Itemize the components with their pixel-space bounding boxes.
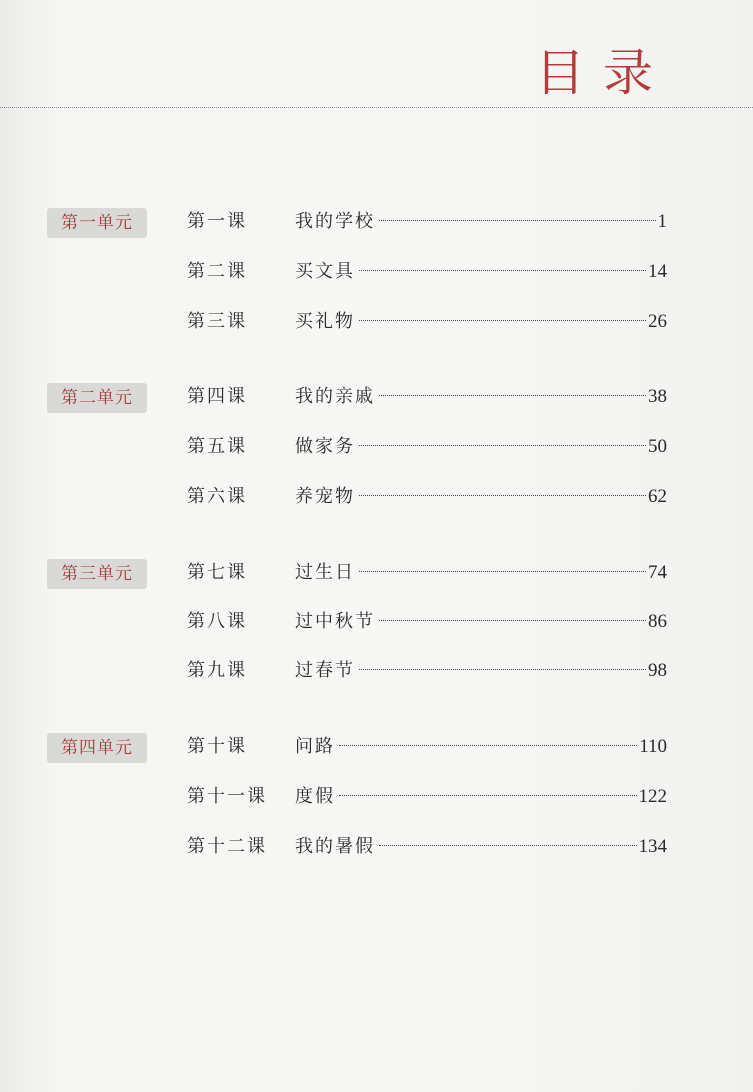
lesson-number: 第五课 bbox=[187, 436, 247, 457]
dot-leader bbox=[359, 495, 646, 496]
lesson-number: 第十课 bbox=[187, 736, 247, 757]
lesson-title: 做家务 bbox=[295, 436, 355, 457]
unit-4-badge: 第四单元 bbox=[47, 733, 147, 763]
lesson-title: 买礼物 bbox=[295, 311, 355, 332]
dot-leader bbox=[379, 395, 646, 396]
lesson-number: 第九课 bbox=[187, 660, 247, 681]
lesson-title: 我的暑假 bbox=[295, 836, 375, 857]
dot-leader bbox=[359, 270, 646, 271]
toc-entry-lesson-5[interactable] bbox=[187, 432, 667, 462]
lesson-title: 过中秋节 bbox=[295, 611, 375, 632]
lesson-number: 第七课 bbox=[187, 562, 247, 583]
lesson-number: 第十二课 bbox=[187, 836, 267, 857]
lesson-number: 第三课 bbox=[187, 311, 247, 332]
page-number: 50 bbox=[648, 436, 667, 457]
toc-entry-lesson-7[interactable] bbox=[187, 558, 667, 588]
lesson-title: 我的亲戚 bbox=[295, 386, 375, 407]
dot-leader bbox=[359, 571, 646, 572]
dot-leader bbox=[379, 220, 656, 221]
lesson-number: 第一课 bbox=[187, 211, 247, 232]
page-number: 62 bbox=[648, 486, 667, 507]
page-number: 38 bbox=[648, 386, 667, 407]
page-number: 74 bbox=[648, 562, 667, 583]
page-title: 目录 bbox=[535, 44, 671, 102]
dot-leader bbox=[359, 320, 646, 321]
unit-3-badge: 第三单元 bbox=[47, 559, 147, 589]
dot-leader bbox=[339, 745, 637, 746]
toc-entry-lesson-11[interactable] bbox=[187, 782, 667, 812]
toc-entry-lesson-2[interactable] bbox=[187, 257, 667, 287]
lesson-number: 第八课 bbox=[187, 611, 247, 632]
lesson-title: 过生日 bbox=[295, 562, 355, 583]
toc-entry-lesson-12[interactable] bbox=[187, 832, 667, 862]
page-number: 110 bbox=[639, 736, 667, 757]
lesson-title: 问路 bbox=[295, 736, 335, 757]
dot-leader bbox=[359, 669, 646, 670]
toc-entry-lesson-3[interactable] bbox=[187, 307, 667, 337]
page-number: 26 bbox=[648, 311, 667, 332]
lesson-number: 第十一课 bbox=[187, 786, 267, 807]
dot-leader bbox=[339, 795, 637, 796]
lesson-title: 过春节 bbox=[295, 660, 355, 681]
toc-entry-lesson-1[interactable] bbox=[187, 207, 667, 237]
toc-entry-lesson-10[interactable] bbox=[187, 732, 667, 762]
unit-2-badge: 第二单元 bbox=[47, 383, 147, 413]
unit-1-badge: 第一单元 bbox=[47, 208, 147, 238]
lesson-title: 买文具 bbox=[295, 261, 355, 282]
page-number: 98 bbox=[648, 660, 667, 681]
dot-leader bbox=[359, 445, 646, 446]
page-number: 134 bbox=[638, 836, 667, 857]
dot-leader bbox=[379, 845, 637, 846]
toc-entry-lesson-6[interactable] bbox=[187, 482, 667, 512]
lesson-number: 第六课 bbox=[187, 486, 247, 507]
dot-leader bbox=[379, 620, 646, 621]
lesson-title: 度假 bbox=[295, 786, 335, 807]
lesson-number: 第二课 bbox=[187, 261, 247, 282]
title-divider bbox=[0, 107, 753, 108]
page-number: 14 bbox=[648, 261, 667, 282]
page-number: 86 bbox=[648, 611, 667, 632]
page-number: 122 bbox=[638, 786, 667, 807]
lesson-number: 第四课 bbox=[187, 386, 247, 407]
page-number: 1 bbox=[657, 211, 667, 232]
toc-entry-lesson-8[interactable] bbox=[187, 607, 667, 637]
lesson-title: 我的学校 bbox=[295, 211, 375, 232]
lesson-title: 养宠物 bbox=[295, 486, 355, 507]
toc-entry-lesson-4[interactable] bbox=[187, 382, 667, 412]
toc-entry-lesson-9[interactable] bbox=[187, 656, 667, 686]
